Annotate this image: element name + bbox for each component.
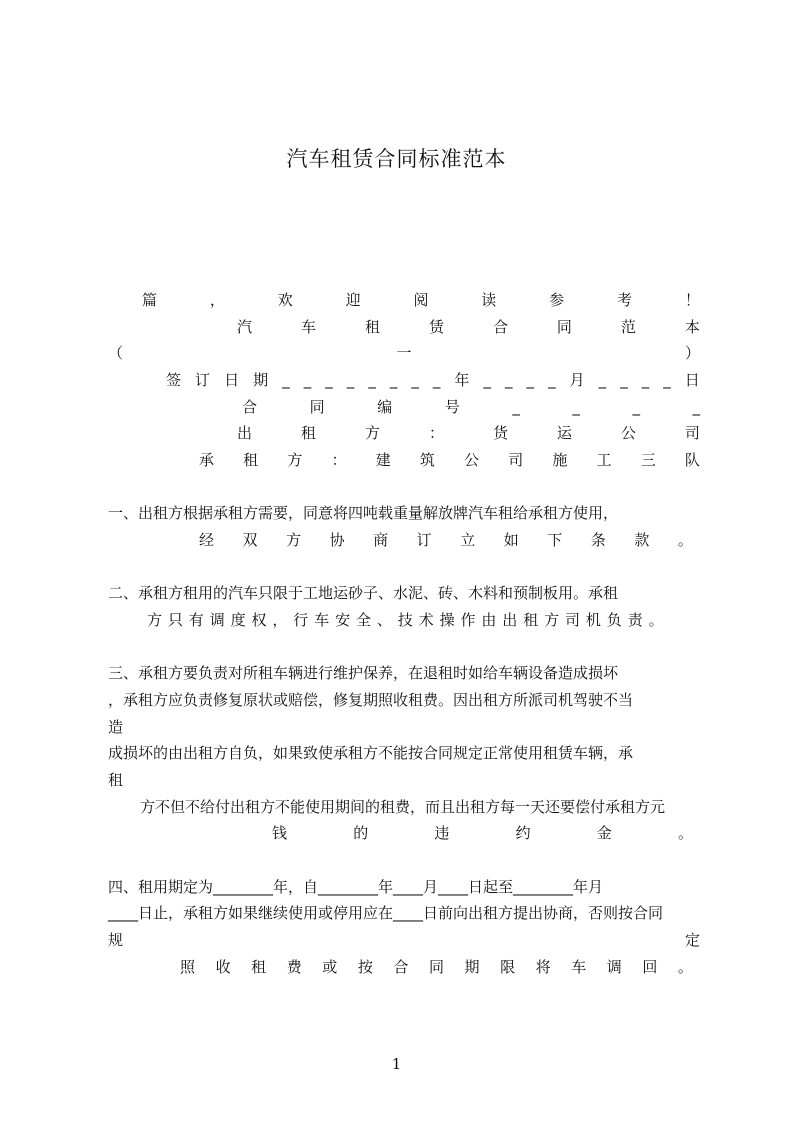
- glyph: 司: [508, 451, 524, 469]
- glyph: 年: [454, 371, 470, 389]
- glyph: 篇: [142, 291, 158, 309]
- glyph: 月: [569, 371, 585, 389]
- glyph: （: [108, 344, 124, 362]
- glyph: 。: [677, 531, 693, 549]
- clause-4-line-2: ____日止，承租方如果继续使用或停用应在____日前向出租方提出协商，否则按合同: [108, 904, 664, 922]
- glyph: 合: [393, 958, 409, 976]
- glyph: 租: [300, 424, 316, 442]
- glyph: _: [598, 371, 607, 389]
- glyph: 租: [243, 451, 259, 469]
- glyph: 车: [571, 958, 587, 976]
- glyph: 约: [515, 824, 531, 842]
- glyph: 款: [634, 531, 650, 549]
- glyph: 订: [416, 531, 432, 549]
- glyph: 汽: [237, 318, 253, 336]
- glyph: 建: [375, 451, 391, 469]
- glyph: 范: [620, 318, 636, 336]
- glyph: 费: [286, 958, 302, 976]
- glyph: 定: [684, 931, 700, 949]
- glyph: 本: [684, 318, 700, 336]
- clause-2-line-1: 二、承租方租用的汽车只限于工地运砂子、水泥、砖、木料和预制板用。承租: [108, 584, 619, 602]
- glyph: 同: [428, 958, 444, 976]
- glyph: _: [368, 371, 376, 389]
- glyph: 三: [640, 451, 656, 469]
- glyph: 下: [547, 531, 563, 549]
- glyph: 司: [684, 424, 700, 442]
- glyph: _: [303, 371, 312, 389]
- glyph: 签: [166, 371, 182, 389]
- glyph: 合: [492, 318, 508, 336]
- glyph: 编: [377, 398, 393, 416]
- glyph: 收: [215, 958, 231, 976]
- glyph: 的: [353, 824, 369, 842]
- intro-line-1: [142, 289, 700, 311]
- glyph: 协: [329, 531, 345, 549]
- glyph: _: [526, 371, 535, 389]
- glyph: 货: [492, 424, 508, 442]
- glyph: _: [641, 371, 650, 389]
- glyph: 或: [322, 958, 338, 976]
- glyph: 限: [500, 958, 516, 976]
- clause-3-line-5: 租: [108, 771, 124, 789]
- glyph: 商: [373, 531, 389, 549]
- glyph: _: [346, 371, 355, 389]
- glyph: _: [548, 371, 556, 389]
- glyph: 双: [242, 531, 258, 549]
- glyph: 将: [535, 958, 551, 976]
- intro-line-2: [237, 316, 700, 338]
- glyph: 公: [464, 451, 480, 469]
- clause-3-line-7: [272, 822, 693, 844]
- glyph: 欢: [277, 291, 293, 309]
- glyph: _: [572, 398, 580, 416]
- glyph: _: [325, 371, 333, 389]
- glyph: _: [411, 371, 419, 389]
- glyph: _: [505, 371, 513, 389]
- glyph: 运: [556, 424, 572, 442]
- clause-1-line-1: 一、出租方根据承租方需要，同意将四吨载重量解放牌汽车租给承租方使用，: [108, 504, 619, 522]
- glyph: 经: [199, 531, 215, 549]
- lessor-line: [237, 422, 700, 444]
- glyph: 规: [108, 931, 124, 949]
- glyph: 租: [251, 958, 267, 976]
- glyph: 如: [503, 531, 519, 549]
- glyph: _: [620, 371, 628, 389]
- glyph: 期: [464, 958, 480, 976]
- glyph: 期: [253, 371, 269, 389]
- sign-date-line: [166, 369, 700, 391]
- glyph: 钱: [272, 824, 288, 842]
- glyph: ！: [684, 291, 700, 309]
- glyph: _: [483, 371, 491, 389]
- clause-2-line-2: 方只有调度权，行车安全、技术操作由出租方司机负责。: [147, 611, 670, 629]
- glyph: 按: [357, 958, 373, 976]
- clause-3-line-4: 成损坏的由出租方自负，如果致使承租方不能按合同规定正常使用租赁车辆，承: [108, 744, 634, 762]
- glyph: 工: [596, 451, 612, 469]
- glyph: 一: [396, 344, 412, 362]
- glyph: _: [282, 371, 290, 389]
- glyph: 方: [364, 424, 380, 442]
- intro-line-3: [108, 342, 700, 364]
- clause-3-line-2: ，承租方应负责修复原状或赔偿，修复期照收租费。因出租方所派司机驾驶不当: [108, 691, 634, 709]
- glyph: 金: [596, 824, 612, 842]
- glyph: 合: [242, 398, 258, 416]
- glyph: 公: [620, 424, 636, 442]
- glyph: _: [432, 371, 441, 389]
- glyph: _: [512, 398, 520, 416]
- clause-4-line-3: [108, 929, 700, 951]
- glyph: 出: [237, 424, 253, 442]
- glyph: _: [632, 398, 640, 416]
- glyph: _: [389, 371, 398, 389]
- glyph: 参: [549, 291, 565, 309]
- glyph: 考: [617, 291, 633, 309]
- glyph: 迎: [345, 291, 361, 309]
- clause-3-line-1: 三、承租方要负责对所租车辆进行维护保养，在退租时如给车辆设备造成损坏: [108, 664, 619, 682]
- glyph: 施: [552, 451, 568, 469]
- glyph: 队: [684, 451, 700, 469]
- glyph: 条: [590, 531, 606, 549]
- clause-1-line-2: [199, 529, 693, 551]
- glyph: ：: [428, 424, 444, 442]
- glyph: 方: [286, 531, 302, 549]
- contract-number-line: [242, 396, 700, 418]
- glyph: 号: [444, 398, 460, 416]
- glyph: 立: [460, 531, 476, 549]
- glyph: 读: [481, 291, 497, 309]
- glyph: 同: [309, 398, 325, 416]
- glyph: 承: [199, 451, 215, 469]
- clause-3-line-6: 方不但不给付出租方不能使用期间的租费，而且出租方每一天还要偿付承租方元: [140, 798, 666, 816]
- glyph: 赁: [428, 318, 444, 336]
- glyph: 阅: [413, 291, 429, 309]
- clause-4-line-1: 四、租用期定为________年，自________年____月____日起至________年月: [108, 878, 604, 896]
- glyph: 日: [224, 371, 240, 389]
- glyph: 同: [556, 318, 572, 336]
- clause-3-line-3: 造: [108, 718, 124, 736]
- glyph: ：: [331, 451, 347, 469]
- glyph: 方: [287, 451, 303, 469]
- glyph: ，: [209, 291, 225, 309]
- glyph: 。: [677, 958, 693, 976]
- glyph: _: [692, 398, 700, 416]
- glyph: 租: [364, 318, 380, 336]
- glyph: 。: [677, 824, 693, 842]
- glyph: 订: [195, 371, 211, 389]
- page-number: 1: [391, 1055, 402, 1073]
- glyph: 回: [642, 958, 658, 976]
- lessee-line: [199, 449, 700, 471]
- glyph: 违: [434, 824, 450, 842]
- clause-4-line-4: [180, 956, 693, 978]
- glyph: 筑: [419, 451, 435, 469]
- glyph: 调: [606, 958, 622, 976]
- glyph: 日: [684, 371, 700, 389]
- glyph: _: [663, 371, 671, 389]
- glyph: ）: [684, 344, 700, 362]
- glyph: 车: [300, 318, 316, 336]
- document-title: 汽车租赁合同标准范本: [286, 147, 507, 171]
- glyph: 照: [180, 958, 196, 976]
